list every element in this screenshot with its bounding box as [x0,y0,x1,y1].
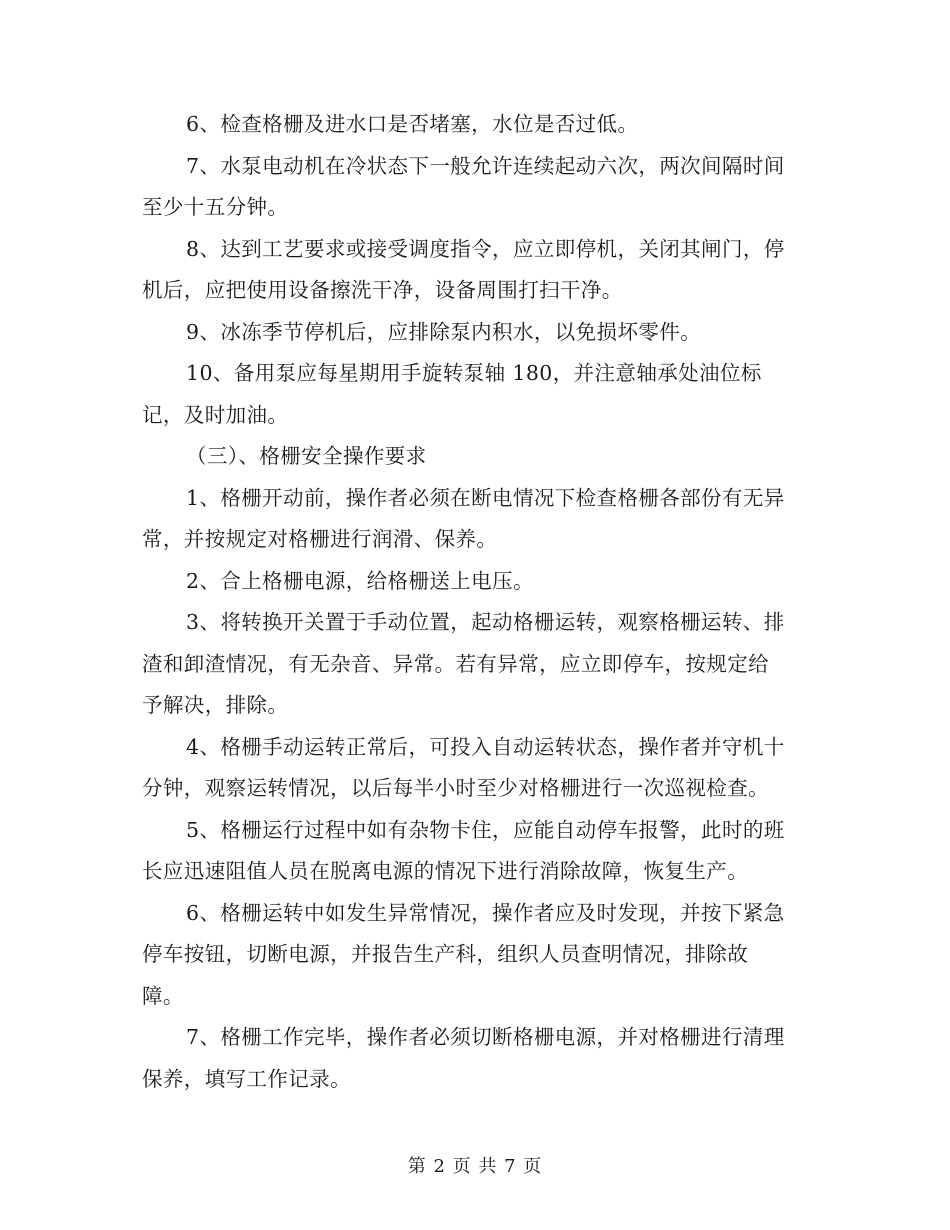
paragraph-line: 6、格栅运转中如发生异常情况，操作者应及时发现，并按下紧急 [186,900,785,925]
grille-item-6 [142,893,810,1018]
paragraph-line: 渣和卸渣情况，有无杂音、异常。若有异常，应立即停车，按规定给 [142,651,769,676]
paragraph-item-9 [142,312,810,354]
paragraph-line: 8、达到工艺要求或接受调度指令，应立即停机，关闭其闸门，停 [186,236,785,261]
paragraph-line: 保养，填写工作记录。 [142,1066,351,1091]
paragraph-line: 9、冰冻季节停机后，应排除泵内积水，以免损坏零件。 [186,319,702,344]
grille-item-5 [142,810,810,893]
paragraph-line: 2、合上格栅电源，给格栅送上电压。 [186,568,534,593]
paragraph-line: 障。 [142,983,184,1008]
paragraph-line: 长应迅速阻值人员在脱离电源的情况下进行消除故障，恢复生产。 [142,859,749,883]
section-heading-text: （三）、格栅安全操作要求 [186,444,427,468]
grille-item-1 [142,478,810,561]
paragraph-line: 1、格栅开动前，操作者必须在断电情况下检查格栅各部份有无异 [186,485,785,510]
grille-item-2 [142,561,810,603]
paragraph-line: 7、水泵电动机在冷状态下一般允许连续起动六次，两次间隔时间 [186,153,785,178]
paragraph-line: 停车按钮，切断电源，并报告生产科，组织人员查明情况，排除故 [142,942,749,966]
paragraph-line: 机后，应把使用设备擦洗干净，设备周围打扫干净。 [142,278,623,302]
paragraph-line: 10、备用泵应每星期用手旋转泵轴 180，并注意轴承处油位标 [186,361,762,385]
paragraph-line: 记，及时加油。 [142,402,289,427]
grille-item-3 [142,602,810,727]
paragraph-line: 分钟，观察运转情况，以后每半小时至少对格栅进行一次巡视检查。 [142,776,769,800]
grille-item-7 [142,1017,810,1100]
paragraph-line: 5、格栅运行过程中如有杂物卡住，应能自动停车报警，此时的班 [186,817,785,842]
paragraph-line: 至少十五分钟。 [142,195,289,219]
page-number-footer: 第 2 页 共 7 页 [407,1156,543,1177]
paragraph-item-8 [142,229,810,312]
paragraph-line: 4、格栅手动运转正常后，可投入自动运转状态，操作者并守机十 [186,734,785,759]
paragraph-item-10 [142,353,810,436]
section-heading [142,436,810,478]
document-body [142,104,810,1100]
paragraph-line: 3、将转换开关置于手动位置，起动格栅运转，观察格栅运转、排 [186,610,785,634]
paragraph-line: 常，并按规定对格栅进行润滑、保养。 [142,527,498,551]
paragraph-line: 7、格栅工作完毕，操作者必须切断格栅电源，并对格栅进行清理 [186,1025,785,1049]
paragraph-item-7 [142,146,810,229]
paragraph-line: 予解决，排除。 [142,693,289,717]
grille-item-4 [142,727,810,810]
paragraph-item-6 [142,104,810,146]
paragraph-line: 6、检查格栅及进水口是否堵塞，水位是否过低。 [186,112,639,136]
